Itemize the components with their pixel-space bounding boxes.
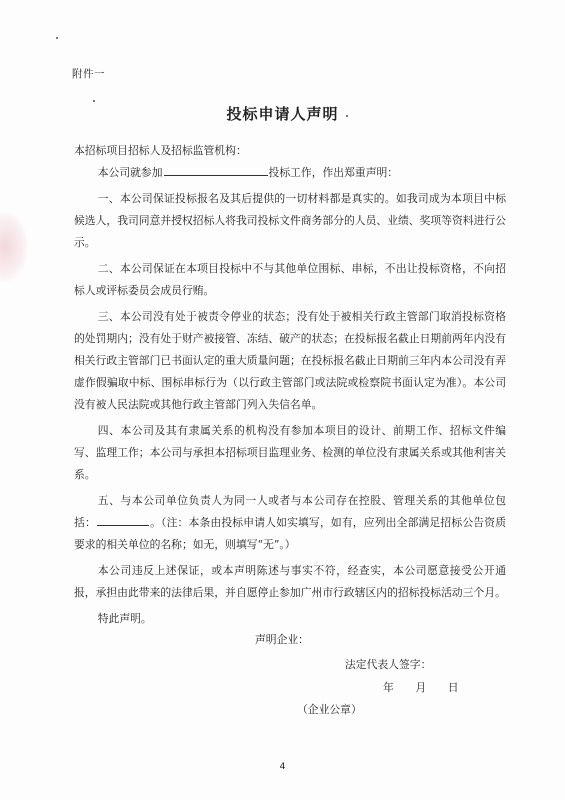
clause-5-before: 五、与本公司单位负责人为同一人或者与本公司存在控股、管理关系的其他单位包括：	[74, 494, 506, 529]
intro-before: 本公司就参加	[97, 166, 163, 179]
date-label: 年 月 日	[383, 681, 459, 694]
clause-1: 一、本公司保证投标报名及其后提供的一切材料都是真实的。如我司成为本项目中标候选人，我司同意并授权招标人将我司投标文件商务部分的人员、业绩、奖项等资料进行公示。	[74, 192, 506, 249]
scan-speck	[56, 37, 58, 39]
company-seal-label: （企业公章）	[297, 703, 362, 716]
clause-3: 三、本公司没有处于被责令停业的状态；没有处于被相关行政主管部门取消投标资格的处罚期内；没有处于财产被接管、冻结、破产的状态；在投标报名截止日期前两年内没有相关行政主管部门已书面认定的重大质量问题；在投标报名截止日期前三年内本公司没有弄虚作假骗取中标、围标串标行为（以行政主管部门或法院或检察院书面认定为准）。本公司没有被人民法院或其他行政主管部门列入失信名单。	[74, 310, 506, 411]
addressee: 本招标项目招标人及招标监管机构：	[74, 144, 247, 157]
related-units-blank	[97, 515, 149, 526]
closing-paragraph: 本公司违反上述保证，或本声明陈述与事实不符，经查实，本公司愿意接受公开通报，承担由此带来的法律后果，并自愿停止参加广州市行政辖区内的招标投标活动三个月。	[74, 564, 506, 599]
intro-after: 投标工作，作出郑重声明：	[268, 166, 399, 179]
clause-2: 二、本公司保证在本项目投标中不与其他单位围标、串标，不出让投标资格，不向招标人或评标委员会成员行贿。	[74, 262, 506, 297]
clause-5-after: 。（注：本条由投标申请人如实填写，如有，应列出全部满足招标公告资质要求的相关单位的名称；如无，则填写“无”。）	[74, 516, 507, 551]
clause-5	[74, 490, 506, 556]
declaring-company-label: 声明企业：	[255, 633, 309, 646]
page-number: 4	[279, 762, 286, 772]
seal-mark	[0, 212, 28, 282]
document-title: 投标申请人声明	[226, 105, 339, 123]
project-name-blank	[164, 165, 268, 176]
clause-4: 四、本公司及其有隶属关系的机构没有参加本项目的设计、前期工作、招标文件编写、监理工作；本公司与承担本招标项目监理业务、检测的单位没有隶属关系或其他利害关系。	[74, 424, 506, 481]
legal-representative-label: 法定代表人签字：	[345, 658, 432, 671]
scan-speck	[93, 100, 95, 102]
intro-paragraph	[74, 162, 506, 184]
attachment-label: 附件一	[72, 68, 105, 80]
statement: 特此声明。	[97, 612, 152, 625]
document-body	[74, 140, 506, 634]
